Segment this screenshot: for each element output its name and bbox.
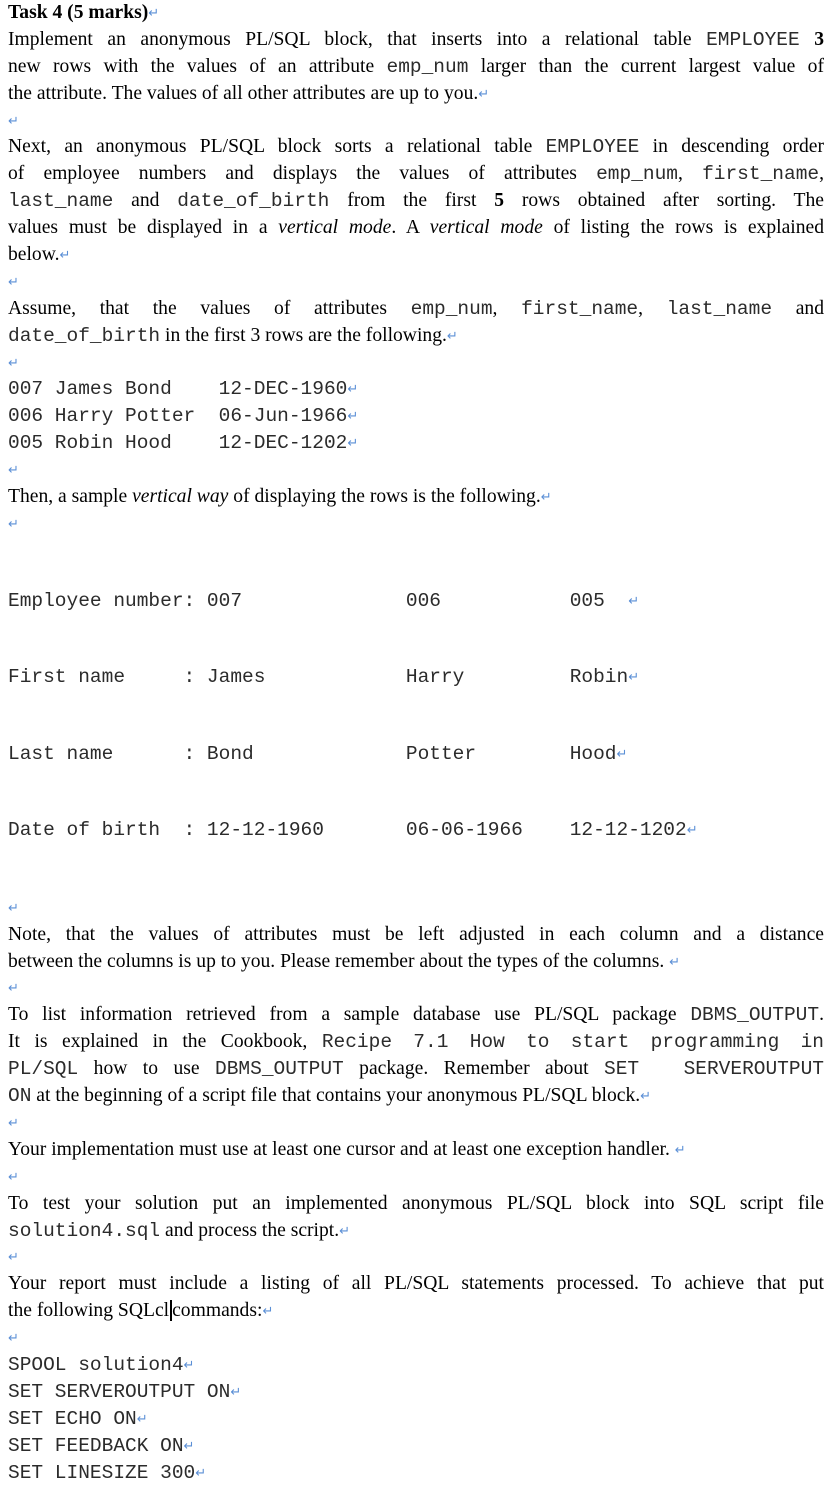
vertical-row xyxy=(8,665,824,691)
p2-line3 xyxy=(8,188,824,215)
code-dbms-output: DBMS_OUTPUT xyxy=(690,1004,820,1027)
p6-line4 xyxy=(8,1083,824,1110)
command-text: SET LINESIZE 300 xyxy=(8,1461,196,1484)
p6-line2 xyxy=(8,1029,824,1056)
sample-row-text: 007 James Bond 12-DEC-1960 xyxy=(8,378,348,401)
return-mark: ↵ xyxy=(339,1223,351,1239)
code-last-name: last_name xyxy=(666,297,773,320)
p1-line1 xyxy=(8,27,824,54)
text: larger than the current largest value of xyxy=(468,55,824,77)
text: below. xyxy=(8,244,60,266)
code-recipe: Recipe 7.1 How to start programming in xyxy=(321,1031,824,1054)
text: To test your solution put an implemented anonymous PL/SQL block into SQL script file xyxy=(8,1192,824,1214)
p1-line2 xyxy=(8,54,824,81)
return-mark: ↵ xyxy=(8,274,19,290)
p2-line5 xyxy=(8,242,824,269)
return-mark: ↵ xyxy=(616,746,628,762)
p8-line1 xyxy=(8,1191,824,1218)
code-on: ON xyxy=(8,1085,32,1108)
empty-line xyxy=(8,1164,824,1191)
return-mark: ↵ xyxy=(669,954,681,970)
return-mark: ↵ xyxy=(540,490,552,506)
text: Your report must include a listing of all PL/SQL statements processed. To achieve that put xyxy=(8,1273,824,1295)
text: package. Remember about xyxy=(343,1058,605,1080)
empty-line xyxy=(8,1325,824,1352)
p5-line2 xyxy=(8,949,824,976)
return-mark: ↵ xyxy=(8,355,19,371)
return-mark: ↵ xyxy=(347,409,359,425)
code-last-name: last_name xyxy=(8,190,114,213)
code-dbms-output: DBMS_OUTPUT xyxy=(215,1058,344,1081)
text: Note, that the values of attributes must be left adjusted in each column and a distance xyxy=(8,923,824,945)
return-mark: ↵ xyxy=(628,670,640,686)
code-employee: EMPLOYEE xyxy=(545,136,640,159)
empty-line xyxy=(8,108,824,135)
vertical-row-text: First name : James Harry Robin xyxy=(8,666,629,689)
text: of employee numbers and displays the values of attributes xyxy=(8,163,597,185)
text: between the columns is up to you. Please remember about the types of the columns. xyxy=(8,950,665,972)
vertical-listing xyxy=(8,538,824,895)
return-mark: ↵ xyxy=(59,248,71,264)
command-text: SET SERVEROUTPUT ON xyxy=(8,1380,231,1403)
p6-line1 xyxy=(8,1002,824,1029)
italic-vertical-mode: vertical mode xyxy=(278,217,392,239)
return-mark: ↵ xyxy=(262,1304,274,1320)
empty-line xyxy=(8,457,824,484)
text: values must be displayed in a xyxy=(8,217,279,239)
return-mark: ↵ xyxy=(674,1142,686,1158)
return-mark: ↵ xyxy=(8,1115,19,1131)
p2-line4 xyxy=(8,215,824,242)
text: To list information retrieved from a sample database use PL/SQL package xyxy=(8,1004,691,1026)
return-mark: ↵ xyxy=(446,328,458,344)
italic-vertical-mode: vertical mode xyxy=(429,217,543,239)
code-first-name: first_name xyxy=(702,163,820,186)
return-mark: ↵ xyxy=(183,1357,195,1373)
return-mark: ↵ xyxy=(347,436,359,452)
empty-line xyxy=(8,511,824,538)
empty-line xyxy=(8,975,824,1002)
empty-line xyxy=(8,1110,824,1137)
vertical-row xyxy=(8,589,824,615)
return-mark: ↵ xyxy=(8,463,19,479)
code-emp-num: emp_num xyxy=(386,55,469,78)
text: in descending order xyxy=(639,136,824,158)
text: the following SQLcl xyxy=(8,1300,170,1322)
return-mark: ↵ xyxy=(347,382,359,398)
code-date-of-birth: date_of_birth xyxy=(177,190,330,213)
p9-line2 xyxy=(8,1298,824,1325)
sample-row-text: 005 Robin Hood 12-DEC-1202 xyxy=(8,432,348,455)
return-mark: ↵ xyxy=(136,1411,148,1427)
return-mark: ↵ xyxy=(8,981,19,997)
code-employee: EMPLOYEE xyxy=(706,28,800,51)
code-first-name: first_name xyxy=(521,297,639,320)
p4-line xyxy=(8,484,824,511)
text: in the first 3 rows are the following. xyxy=(160,324,447,346)
code-emp-num: emp_num xyxy=(596,163,679,186)
command-line xyxy=(8,1460,824,1486)
text: new rows with the values of an attribute xyxy=(8,55,387,77)
text: Next, an anonymous PL/SQL block sorts a relational table xyxy=(8,136,546,158)
sample-row xyxy=(8,376,824,403)
text: and xyxy=(795,297,824,319)
code-date-of-birth: date_of_birth xyxy=(8,324,161,347)
p7-line xyxy=(8,1137,824,1164)
empty-line xyxy=(8,269,824,296)
return-mark: ↵ xyxy=(8,1250,19,1266)
p8-line2 xyxy=(8,1218,824,1245)
return-mark: ↵ xyxy=(686,823,698,839)
task-title: Task 4 (5 marks) xyxy=(8,2,149,23)
command-line xyxy=(8,1352,824,1379)
number-3: 3 xyxy=(814,28,824,50)
text: . xyxy=(819,1004,824,1026)
vertical-row xyxy=(8,742,824,768)
italic-vertical-way: vertical way xyxy=(132,486,229,508)
sample-row xyxy=(8,403,824,430)
return-mark: ↵ xyxy=(195,1465,207,1481)
vertical-row-text: Last name : Bond Potter Hood xyxy=(8,742,617,765)
command-line xyxy=(8,1433,824,1460)
command-text: SPOOL solution4 xyxy=(8,1353,184,1376)
command-text: SET ECHO ON xyxy=(8,1407,137,1430)
vertical-row xyxy=(8,818,824,844)
text: from the first xyxy=(329,190,495,212)
text: and xyxy=(113,190,178,212)
vertical-row-text: Employee number: 007 006 005 xyxy=(8,589,629,612)
p2-line1 xyxy=(8,134,824,161)
text: the attribute. The values of all other attributes are up to you. xyxy=(8,82,479,104)
command-line xyxy=(8,1406,824,1433)
p3-line1: Assume, that the values of attributes emp_num, first_name, last_name and xyxy=(8,297,824,320)
command-line xyxy=(8,1379,824,1406)
text: Implement an anonymous PL/SQL block, that inserts into a relational table xyxy=(8,28,707,50)
return-mark: ↵ xyxy=(8,900,19,916)
return-mark: ↵ xyxy=(8,516,19,532)
text: at the beginning of a script file that contains your anonymous PL/SQL block. xyxy=(31,1085,641,1107)
return-mark: ↵ xyxy=(148,6,160,21)
return-mark: ↵ xyxy=(8,1331,19,1347)
text: of listing the rows is explained xyxy=(542,217,824,239)
vertical-row-text: Date of birth : 12-12-1960 06-06-1966 12-12-1202 xyxy=(8,819,687,842)
code-set-serveroutput: SET SERVEROUTPUT xyxy=(604,1058,824,1081)
text: Your implementation must use at least one cursor and at least one exception handler. xyxy=(8,1138,670,1160)
return-mark: ↵ xyxy=(230,1384,242,1400)
p3-line2 xyxy=(8,323,824,350)
command-text: SET FEEDBACK ON xyxy=(8,1434,184,1457)
empty-line xyxy=(8,895,824,922)
p5-line1 xyxy=(8,922,824,949)
code-solution4-sql: solution4.sql xyxy=(8,1219,161,1242)
sample-row xyxy=(8,430,824,457)
task-title-line xyxy=(8,0,824,27)
text: Then, a sample xyxy=(8,486,133,508)
p2-line2: of employee numbers and displays the values of attributes emp_num, first_name, xyxy=(8,163,824,186)
code-plsql: PL/SQL xyxy=(8,1058,79,1081)
sample-row-text: 006 Harry Potter 06-Jun-1966 xyxy=(8,405,348,428)
return-mark: ↵ xyxy=(8,113,19,129)
return-mark: ↵ xyxy=(478,86,490,102)
number-5: 5 xyxy=(494,190,505,212)
empty-line xyxy=(8,350,824,377)
p6-line3 xyxy=(8,1056,824,1083)
text: Assume, that the values of attributes xyxy=(8,297,411,319)
p1-line3 xyxy=(8,81,824,108)
text: rows obtained after sorting. The xyxy=(504,190,824,212)
return-mark: ↵ xyxy=(8,1169,19,1185)
code-emp-num: emp_num xyxy=(410,297,493,320)
text: . A xyxy=(391,217,430,239)
text: how to use xyxy=(78,1058,216,1080)
text: and process the script. xyxy=(160,1219,340,1241)
return-mark: ↵ xyxy=(183,1438,195,1454)
p9-line1 xyxy=(8,1271,824,1298)
text: It is explained in the Cookbook, xyxy=(8,1031,322,1053)
empty-line xyxy=(8,1244,824,1271)
text: of displaying the rows is the following. xyxy=(228,486,541,508)
return-mark: ↵ xyxy=(640,1089,652,1105)
return-mark: ↵ xyxy=(628,593,640,609)
text: commands: xyxy=(172,1300,263,1322)
